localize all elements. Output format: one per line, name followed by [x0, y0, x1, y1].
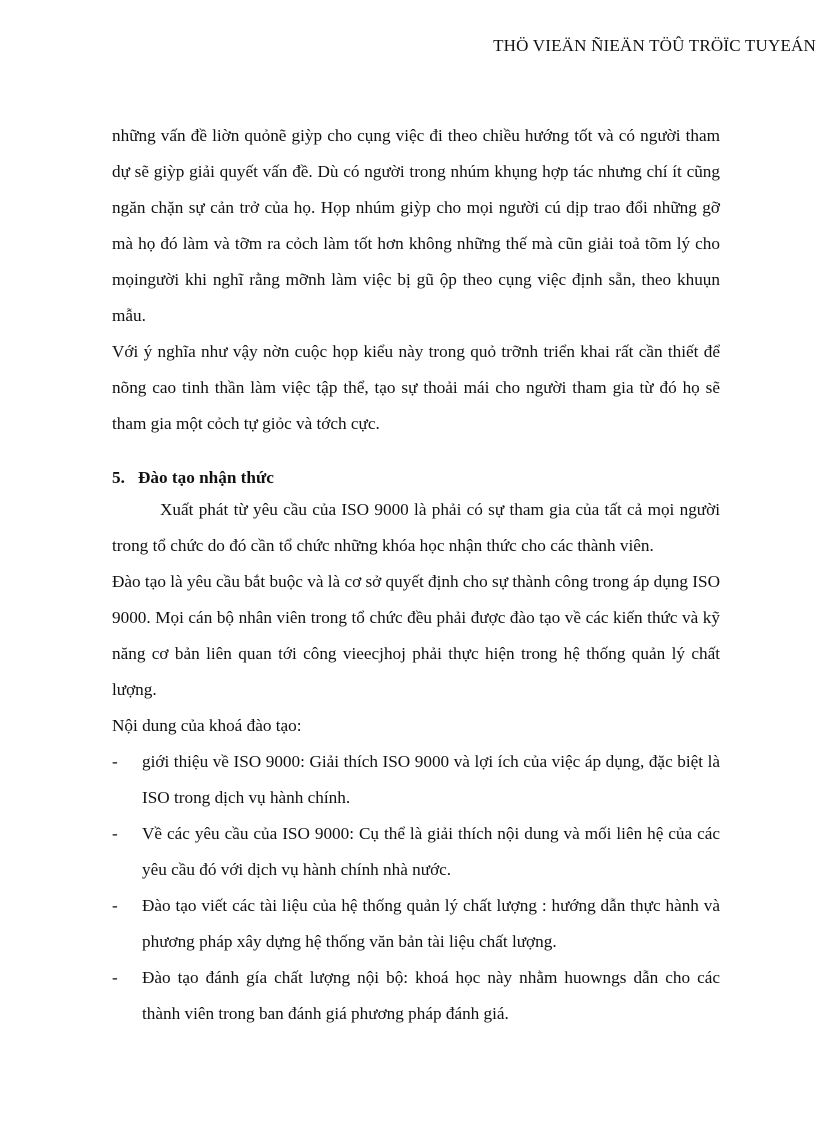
section-heading: [112, 464, 720, 492]
list-item: [112, 816, 720, 888]
list-item-text: Về các yêu cầu của ISO 9000: Cụ thể là giải thích nội dung và mối liên hệ của các yêu cầu đó với dịch vụ hành chính nhà nước.: [142, 824, 720, 879]
bullet-dash: -: [112, 896, 118, 915]
section-number: 5.: [112, 468, 125, 487]
section-intro: Xuất phát từ yêu cầu của ISO 9000 là phải có sự tham gia của tất cả mọi người trong tổ chức do đó cần tổ chức những khóa học nhận thức cho các thành viên.: [112, 500, 720, 555]
body-paragraph: những vấn đề liờn quỏnẽ giỳp cho cụng việc đi theo chiều hướng tốt và có người tham dự sẽ giỳp giải quyết vấn đề. Dù có người trong nhúm khụng hợp tác nhưng chí ít cũng ngăn chặn sự cản trở của họ. Họp nhúm giỳp cho mọi người cú dịp trao đổi những gỡ mà họ đó làm và tỡm ra cỏch làm tốt hơn không những thế mà cũn giải toả tõm lý cho mọingười khi nghĩ rằng mỡnh làm việc bị gũ ộp theo cụng việc định sẵn, theo khuụn mẫu.: [112, 126, 720, 325]
bullet-dash: -: [112, 968, 118, 987]
list-item-text: Đào tạo viết các tài liệu của hệ thống quản lý chất lượng : hướng dẫn thực hành và phương pháp xây dựng hệ thống văn bản tài liệu chất lượng.: [142, 896, 720, 951]
document-body: [112, 118, 720, 1032]
bullet-dash: -: [112, 752, 118, 771]
bullet-dash: -: [112, 824, 118, 843]
page-header: [0, 36, 816, 56]
list-item: [112, 744, 720, 816]
bullet-list: [112, 744, 720, 1032]
list-item: [112, 888, 720, 960]
header-title: THÖ VIEÄN ÑIEÄN TÖÛ TRÖÏC TUYEÁN: [493, 36, 816, 55]
content-label: Nội dung của khoá đào tạo:: [112, 716, 302, 735]
body-paragraph: Đào tạo là yêu cầu bắt buộc và là cơ sở quyết định cho sự thành công trong áp dụng ISO 9000. Mọi cán bộ nhân viên trong tổ chức đều phải được đào tạo về các kiến thức và kỹ năng cơ bản liên quan tới công vieecjhoj phải thực hiện trong hệ thống quản lý chất lượng.: [112, 572, 720, 699]
section-title: Đào tạo nhận thức: [138, 468, 274, 487]
body-paragraph: Với ý nghĩa như vậy nờn cuộc họp kiểu này trong quỏ trỡnh triển khai rất cần thiết để nõng cao tinh thần làm việc tập thể, tạo sự thoải mái cho người tham gia từ đó họ sẽ tham gia một cỏch tự giỏc và tớch cực.: [112, 342, 720, 433]
list-item-text: giới thiệu về ISO 9000: Giải thích ISO 9000 và lợi ích của việc áp dụng, đặc biệt là ISO trong dịch vụ hành chính.: [142, 752, 720, 807]
list-item-text: Đào tạo đánh gía chất lượng nội bộ: khoá học này nhằm huowngs dẫn cho các thành viên trong ban đánh giá phương pháp đánh giá.: [142, 968, 720, 1023]
list-item: [112, 960, 720, 1032]
